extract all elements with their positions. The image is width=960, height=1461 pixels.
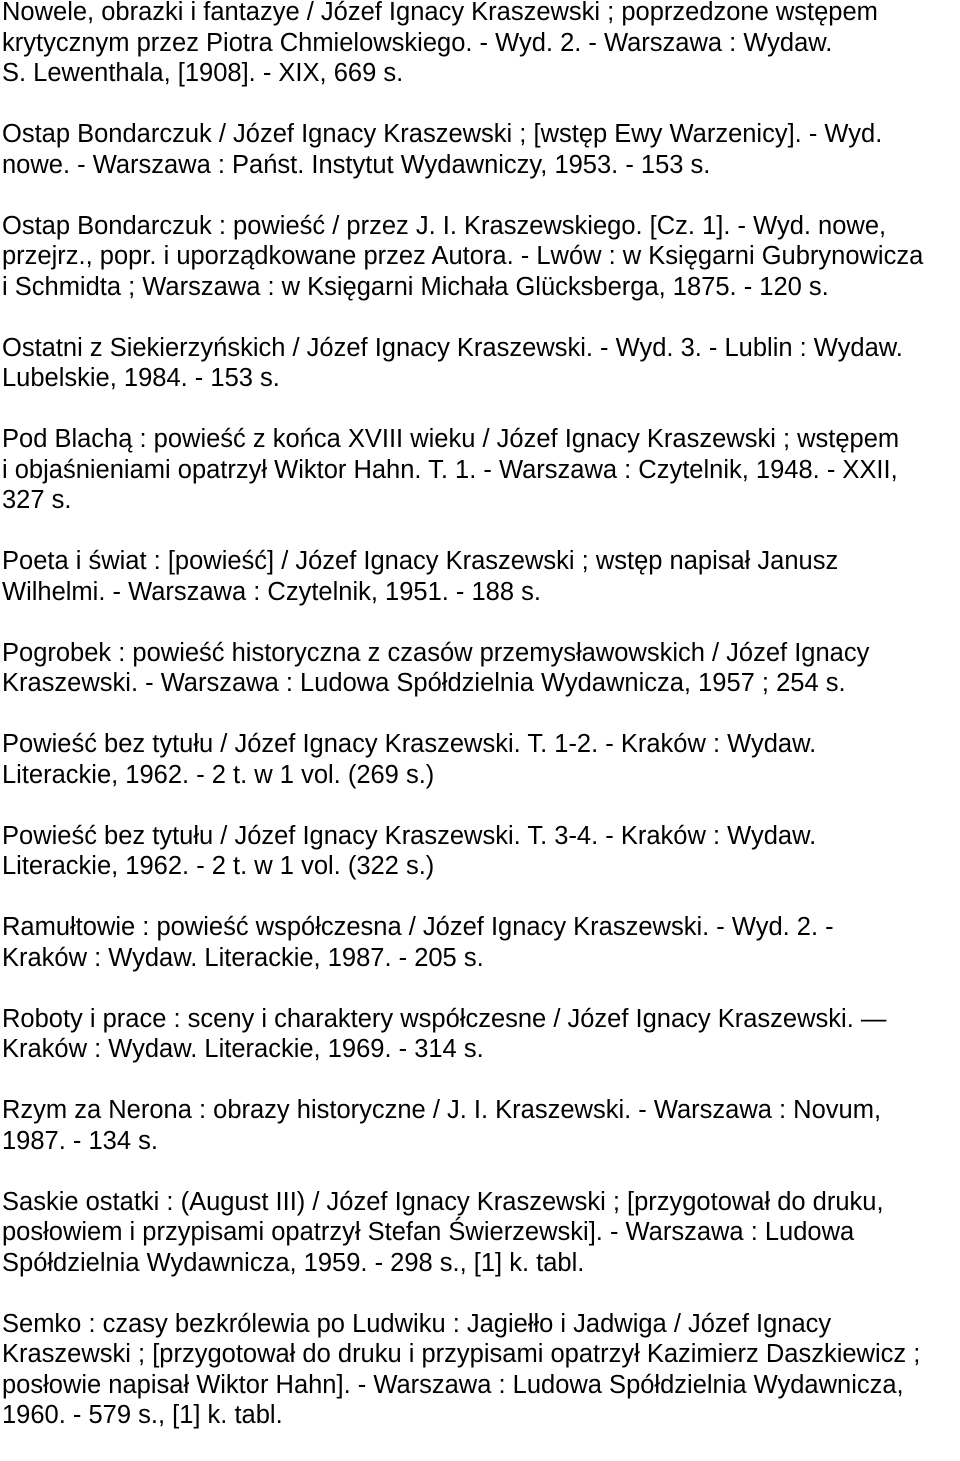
bibliography-entry-poeta-i-swiat: [2, 546, 957, 607]
entry-line: posłowie napisał Wiktor Hahn]. - Warszawa : Ludowa Spółdzielnia Wydawnicza,: [2, 1370, 904, 1399]
entry-line: Semko : czasy bezkrólewia po Ludwiku : Jagiełło i Jadwiga / Józef Ignacy: [2, 1309, 832, 1338]
bibliography-entry-saskie-ostatki: [2, 1187, 957, 1279]
entry-line: krytycznym przez Piotra Chmielowskiego. - Wyd. 2. - Warszawa : Wydaw.: [2, 28, 833, 57]
bibliography-entry-nowele-obrazki: [2, 0, 957, 89]
entry-line: 1987. - 134 s.: [2, 1126, 158, 1155]
bibliography-entry-ostap-bondarczuk-1875: [2, 211, 957, 303]
entry-line: Ostap Bondarczuk / Józef Ignacy Kraszewski ; [wstęp Ewy Warzenicy]. - Wyd.: [2, 120, 883, 148]
entry-line: Ramułtowie : powieść współczesna / Józef Ignacy Kraszewski. - Wyd. 2. -: [2, 913, 834, 941]
entry-line: Powieść bez tytułu / Józef Ignacy Kraszewski. T. 3-4. - Kraków : Wydaw.: [2, 821, 817, 850]
entry-line: przejrz., popr. i uporządkowane przez Autora. - Lwów : w Księgarni Gubrynowicza: [2, 242, 924, 270]
entry-line: i objaśnieniami opatrzył Wiktor Hahn. T. 1. - Warszawa : Czytelnik, 1948. - XXII,: [2, 455, 898, 484]
entry-line: Literackie, 1962. - 2 t. w 1 vol. (269 s.): [2, 760, 435, 789]
bibliography-entry-rzym-za-nerona: [2, 1095, 957, 1156]
bibliography-entry-powiesc-bez-tytulu-3-4: [2, 821, 957, 882]
bibliography-entry-ostap-bondarczuk-1953: [2, 119, 957, 180]
entry-line: Poeta i świat : [powieść] / Józef Ignacy Kraszewski ; wstęp napisał Janusz: [2, 547, 839, 575]
bibliography-entry-pogrobek: [2, 638, 957, 699]
entry-line: Nowele, obrazki i fantazye / Józef Ignacy Kraszewski ; poprzedzone wstępem: [2, 0, 878, 26]
entry-line: posłowiem i przypisami opatrzył Stefan Świerzewski]. - Warszawa : Ludowa: [2, 1218, 855, 1246]
entry-line: Spółdzielnia Wydawnicza, 1959. - 298 s., [1] k. tabl.: [2, 1248, 585, 1277]
bibliography-entry-ramultowie: [2, 912, 957, 973]
bibliography-entry-semko: [2, 1309, 957, 1431]
bibliography-entry-roboty-i-prace: [2, 1004, 957, 1065]
bibliography-page: [2, 0, 957, 1461]
entry-line: Kraszewski ; [przygotował do druku i przypisami opatrzył Kazimierz Daszkiewicz ;: [2, 1340, 921, 1368]
entry-line: Rzym za Nerona : obrazy historyczne / J. I. Kraszewski. - Warszawa : Novum,: [2, 1096, 882, 1124]
bibliography-entry-powiesc-bez-tytulu-1-2: [2, 729, 957, 790]
bibliography-entry-ostatni-z-siekierzynskich: [2, 333, 957, 394]
entry-line: S. Lewenthala, [1908]. - XIX, 669 s.: [2, 59, 404, 87]
entry-line: Kraszewski. - Warszawa : Ludowa Spółdzielnia Wydawnicza, 1957 ; 254 s.: [2, 669, 846, 697]
entry-line: nowe. - Warszawa : Państ. Instytut Wydawniczy, 1953. - 153 s.: [2, 150, 711, 179]
entry-line: Lubelskie, 1984. - 153 s.: [2, 364, 280, 392]
entry-line: Ostatni z Siekierzyńskich / Józef Ignacy Kraszewski. - Wyd. 3. - Lublin : Wydaw.: [2, 333, 903, 362]
bibliography-entry-pod-blacha: [2, 424, 957, 516]
entry-line: 1960. - 579 s., [1] k. tabl.: [2, 1401, 283, 1429]
entry-line: Wilhelmi. - Warszawa : Czytelnik, 1951. - 188 s.: [2, 577, 541, 606]
entry-line: Kraków : Wydaw. Literackie, 1969. - 314 s.: [2, 1035, 484, 1063]
entry-line: Pod Blachą : powieść z końca XVIII wieku / Józef Ignacy Kraszewski ; wstępem: [2, 425, 900, 453]
entry-line: 327 s.: [2, 486, 72, 514]
entry-line: Ostap Bondarczuk : powieść / przez J. I. Kraszewskiego. [Cz. 1]. - Wyd. nowe,: [2, 211, 887, 240]
entry-line: Pogrobek : powieść historyczna z czasów przemysławowskich / Józef Ignacy: [2, 638, 870, 667]
entry-line: Saskie ostatki : (August III) / Józef Ignacy Kraszewski ; [przygotował do druku,: [2, 1187, 884, 1216]
entry-line: Roboty i prace : sceny i charaktery współczesne / Józef Ignacy Kraszewski. —: [2, 1004, 887, 1033]
entry-line: Literackie, 1962. - 2 t. w 1 vol. (322 s.): [2, 852, 435, 880]
entry-line: Kraków : Wydaw. Literackie, 1987. - 205 s.: [2, 943, 484, 972]
entry-line: Powieść bez tytułu / Józef Ignacy Kraszewski. T. 1-2. - Kraków : Wydaw.: [2, 730, 817, 758]
entry-line: i Schmidta ; Warszawa : w Księgarni Michała Glücksberga, 1875. - 120 s.: [2, 272, 829, 301]
